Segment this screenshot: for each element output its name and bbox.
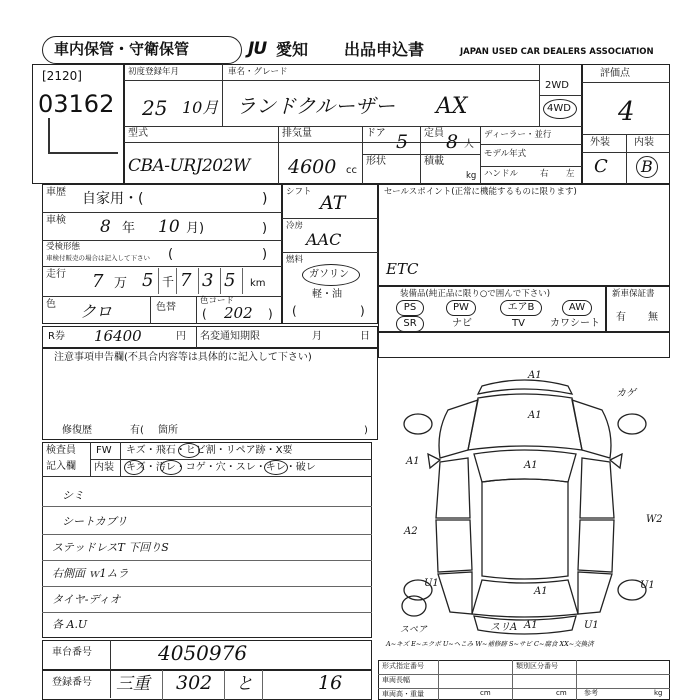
plate-number: 302 bbox=[176, 672, 213, 694]
color-label: 色 bbox=[46, 299, 56, 310]
equip-sr-text: SR bbox=[403, 318, 417, 329]
inspector-note: 各 A.U bbox=[52, 618, 88, 631]
new-warranty-yes: 有 bbox=[616, 312, 626, 323]
reg-month: 10月 bbox=[182, 98, 219, 117]
repair-history-close: ) bbox=[364, 425, 368, 436]
damage-mark: A1 bbox=[406, 456, 420, 467]
size-label-2: 車両高・重量 bbox=[382, 690, 424, 698]
plate-divider bbox=[224, 670, 225, 700]
mileage-digit: 千 bbox=[162, 275, 175, 289]
doors: 5 bbox=[396, 131, 409, 153]
receipt-label: 受検形態 bbox=[46, 242, 81, 252]
drive-2wd: 2WD bbox=[545, 80, 569, 91]
spare-label: スペア bbox=[400, 625, 428, 635]
inspector-label-2: 記入欄 bbox=[46, 461, 76, 472]
lot-tick-base bbox=[48, 152, 118, 154]
note-line bbox=[42, 560, 372, 561]
interior-check-label: 内装 bbox=[94, 462, 114, 473]
capacity-label: 定員 bbox=[424, 128, 444, 139]
grid-rule bbox=[124, 142, 480, 143]
damage-mark: U1 bbox=[584, 620, 599, 631]
mileage-unit: km bbox=[250, 278, 266, 289]
inspector-note: タイヤ-ディオ bbox=[52, 593, 121, 606]
note-line bbox=[42, 586, 372, 587]
color-code: 202 bbox=[224, 304, 253, 322]
row-rule bbox=[120, 442, 121, 476]
recycle-unit: 円 bbox=[176, 331, 186, 342]
row-rule bbox=[42, 266, 282, 267]
org-subtitle: JAPAN USED CAR DEALERS ASSOCIATION bbox=[460, 47, 654, 57]
grade-value: 4 bbox=[618, 97, 635, 127]
grade-rule bbox=[626, 134, 627, 184]
fuel-open: ( bbox=[292, 304, 297, 318]
row-rule bbox=[512, 660, 513, 700]
equip-ps bbox=[396, 300, 424, 316]
aircon-label: 冷房 bbox=[286, 221, 304, 231]
inspector-note: シミ bbox=[62, 489, 84, 502]
equip-aw-text: AW bbox=[568, 302, 586, 313]
mileage-digit: 7 bbox=[180, 270, 192, 291]
sales-point-box bbox=[378, 184, 670, 286]
row-rule bbox=[42, 240, 282, 241]
chassis-label: 車台番号 bbox=[52, 647, 92, 658]
storage-stamp-text: 車内保管・守衛保管 bbox=[54, 40, 190, 58]
shaken-year: 8 bbox=[100, 217, 111, 237]
recycle-label: R券 bbox=[48, 331, 65, 342]
grid-rule bbox=[222, 64, 223, 126]
size-label-1: 車両長幅 bbox=[382, 676, 410, 684]
plate-kana: と bbox=[236, 674, 253, 694]
note-line bbox=[42, 612, 372, 613]
plate-divider bbox=[262, 670, 263, 700]
type-designation-label: 形式指定番号 bbox=[382, 662, 424, 670]
equip-airbag bbox=[500, 300, 542, 316]
damage-mark: A1 bbox=[528, 410, 542, 421]
note-line bbox=[42, 534, 372, 535]
fw-mark-circle bbox=[178, 443, 200, 458]
damage-mark: カゲ bbox=[616, 388, 636, 399]
chassis-number: 4050976 bbox=[158, 641, 248, 665]
equip-tv: TV bbox=[512, 318, 525, 329]
row-rule bbox=[438, 660, 439, 700]
grade-rule bbox=[582, 82, 670, 83]
damage-mark: A1 bbox=[524, 460, 538, 471]
interior-check-text: キズ・汚レ・コゲ・穴・スレ・キレ・破レ bbox=[126, 462, 316, 473]
capacity: 8 bbox=[446, 131, 459, 153]
mileage-label: 走行 bbox=[46, 269, 66, 280]
new-warranty-no: 無 bbox=[648, 312, 658, 323]
repair-history-value: 有( bbox=[130, 425, 144, 436]
damage-diagram bbox=[378, 358, 670, 648]
int-mark-circle bbox=[264, 460, 288, 475]
row-rule bbox=[576, 660, 577, 700]
inspector-note: ステッドレスT 下回りS bbox=[52, 541, 169, 554]
grid-rule bbox=[480, 166, 582, 167]
classification-label: 類別区分番号 bbox=[516, 662, 558, 670]
model-code-label: 型式 bbox=[128, 128, 148, 139]
repair-history-unit: 箇所 bbox=[158, 425, 178, 436]
grid-rule bbox=[480, 144, 582, 145]
damage-mark: A1 bbox=[524, 620, 538, 631]
damage-mark: U1 bbox=[640, 580, 655, 591]
new-warranty-label: 新車保証書 bbox=[612, 289, 655, 299]
equip-navi: ナビ bbox=[452, 318, 472, 329]
row-rule bbox=[282, 218, 378, 219]
dim-unit-kg: kg bbox=[654, 689, 663, 697]
lot-code: [2120] bbox=[42, 69, 82, 83]
reg-year: 25 bbox=[142, 96, 168, 120]
fuel-gas: ガソリン bbox=[309, 269, 349, 280]
aircon-value: AAC bbox=[306, 230, 342, 249]
spare-value: スリA bbox=[490, 622, 518, 633]
sales-point-label: セールスポイント(正常に機能するものに限ります) bbox=[384, 187, 577, 197]
exterior-label: 外装 bbox=[590, 137, 610, 148]
digit-divider bbox=[220, 268, 221, 294]
color-change-label: 色替 bbox=[156, 302, 176, 313]
damage-mark: A1 bbox=[534, 586, 548, 597]
grid-rule bbox=[124, 80, 539, 81]
displacement-label: 排気量 bbox=[282, 128, 312, 139]
equip-airbag-text: エアB bbox=[507, 302, 535, 313]
grade-label: 評価点 bbox=[600, 68, 630, 79]
usage-close: ) bbox=[262, 191, 268, 207]
shaken-month: 10 bbox=[158, 217, 180, 237]
sales-point-value: ETC bbox=[386, 260, 419, 278]
grid-rule bbox=[420, 126, 421, 184]
mileage-digit: 5 bbox=[224, 270, 236, 291]
plate-serial: 16 bbox=[318, 672, 343, 694]
name-change-month: 月 bbox=[312, 331, 322, 342]
shaken-year-unit: 年 bbox=[122, 221, 136, 236]
damage-mark: W2 bbox=[646, 514, 663, 525]
color-value: クロ bbox=[80, 302, 113, 321]
color-code-label: 色コード bbox=[200, 296, 235, 306]
fuel-close: ) bbox=[360, 304, 365, 318]
row-rule bbox=[378, 688, 670, 689]
name-change-label: 名変通知期限 bbox=[200, 331, 260, 342]
equip-ps-text: PS bbox=[403, 302, 417, 313]
grid-rule bbox=[539, 95, 582, 96]
notes-label: 注意事項申告欄(不具合内容等は具体的に記入して下さい) bbox=[54, 352, 312, 363]
row-rule bbox=[196, 296, 197, 324]
digit-divider bbox=[242, 268, 243, 294]
row-rule bbox=[196, 326, 197, 348]
model-year-label: モデル年式 bbox=[484, 149, 527, 159]
usage-value: 自家用・( bbox=[82, 191, 144, 207]
row-rule bbox=[42, 212, 282, 213]
body-shape-label: 形状 bbox=[366, 156, 386, 167]
load-unit: kg bbox=[466, 171, 477, 181]
inspector-note: 右側面 ｗ1ムラ bbox=[52, 567, 129, 580]
equipment-label: 装備品(純正品に限り○で囲んで下さい) bbox=[400, 289, 551, 299]
equip-leather: カワシート bbox=[550, 318, 600, 329]
dealer-label: ディーラー・並行 bbox=[484, 130, 552, 140]
grid-rule bbox=[362, 126, 363, 184]
mileage-man-unit: 万 bbox=[114, 276, 128, 291]
shift-label: シフト bbox=[286, 187, 312, 197]
color-code-close: ) bbox=[268, 307, 273, 321]
load-label: 積載 bbox=[424, 156, 444, 167]
digit-divider bbox=[198, 268, 199, 294]
grade-rule bbox=[582, 152, 670, 153]
plate-label: 登録番号 bbox=[52, 677, 92, 688]
inspector-notes-box bbox=[378, 332, 670, 358]
grid-rule bbox=[362, 154, 480, 155]
row-rule bbox=[150, 296, 151, 324]
name-change-day: 日 bbox=[360, 331, 370, 342]
lot-tick bbox=[48, 118, 50, 152]
exterior-grade: C bbox=[594, 156, 608, 177]
damage-legend: A~キズ E~エクボ U~ヘこみ W~補修跡 S~サビ C~腐食 XX~交換済 bbox=[386, 640, 594, 648]
equip-pw-text: PW bbox=[453, 302, 469, 313]
displacement-unit: cc bbox=[346, 165, 357, 176]
shaken-close: ) bbox=[262, 221, 268, 236]
repair-history-label: 修復歴 bbox=[62, 425, 92, 436]
mileage-man: 7 bbox=[92, 271, 104, 292]
dim-unit: cm bbox=[556, 689, 567, 697]
shaken-label: 車検 bbox=[46, 215, 66, 226]
recycle-value: 16400 bbox=[94, 327, 142, 345]
displacement: 4600 bbox=[288, 156, 337, 178]
shift-value: AT bbox=[320, 192, 346, 214]
plate-divider bbox=[162, 670, 163, 700]
handle-right: 右 bbox=[540, 169, 549, 179]
car-name-label: 車名・グレード bbox=[228, 67, 288, 77]
org-name: 愛知 bbox=[276, 40, 309, 59]
handle-left: 左 bbox=[566, 169, 575, 179]
mileage-digit: 5 bbox=[142, 270, 154, 291]
mileage-digit: 3 bbox=[202, 270, 214, 291]
drive-4wd: 4WD bbox=[547, 103, 571, 114]
model-code: CBA-URJ202W bbox=[128, 156, 250, 176]
form-title: 出品申込書 bbox=[344, 40, 425, 59]
plate-region: 三重 bbox=[116, 674, 150, 694]
inspector-note: シートカブリ bbox=[62, 515, 128, 528]
equip-aw bbox=[562, 300, 592, 316]
damage-mark: U1 bbox=[424, 578, 439, 589]
row-rule bbox=[42, 476, 372, 477]
receipt-close: ) bbox=[262, 247, 268, 262]
grid-rule bbox=[480, 126, 481, 184]
first-reg-label: 初度登録年月 bbox=[128, 67, 180, 77]
color-code-open: ( bbox=[202, 307, 207, 321]
dim-ref: 参考 bbox=[584, 689, 598, 697]
car-grade: AX bbox=[436, 94, 468, 119]
damage-mark: A1 bbox=[528, 370, 542, 381]
handle-label: ハンドル bbox=[484, 169, 519, 179]
grid-rule bbox=[124, 126, 582, 127]
capacity-unit: 人 bbox=[464, 139, 474, 150]
doors-label: ドア bbox=[366, 128, 386, 139]
lot-number: 03162 bbox=[38, 90, 115, 118]
digit-divider bbox=[176, 268, 177, 294]
equip-pw bbox=[446, 300, 476, 316]
row-rule bbox=[42, 296, 282, 297]
dim-unit: cm bbox=[480, 689, 491, 697]
ju-logo: JU bbox=[248, 39, 267, 59]
mileage-digits bbox=[134, 268, 244, 294]
note-line bbox=[42, 506, 372, 507]
fuel-other: 軽・油 bbox=[312, 289, 342, 300]
usage-label: 車歴 bbox=[46, 187, 66, 198]
int-mark-circle bbox=[124, 460, 144, 475]
row-rule bbox=[378, 674, 670, 675]
shaken-month-unit: 月) bbox=[186, 221, 205, 236]
fw-text: キズ・飛石・ヒビ割・リペア跡・X要 bbox=[126, 445, 293, 456]
digit-divider bbox=[158, 268, 159, 294]
inspector-label: 検査員 bbox=[46, 445, 76, 456]
row-rule bbox=[282, 252, 378, 253]
damage-mark: A2 bbox=[404, 526, 418, 537]
receipt-open: ( bbox=[168, 247, 174, 262]
receipt-note: 車検付販売の場合は記入して下さい bbox=[46, 254, 150, 262]
car-name: ランドクルーザー bbox=[236, 94, 395, 118]
grid-rule bbox=[278, 126, 279, 184]
fw-label: FW bbox=[96, 445, 112, 456]
fuel-label: 燃料 bbox=[286, 255, 304, 265]
equip-sr bbox=[396, 316, 424, 332]
int-mark-circle bbox=[160, 460, 182, 475]
interior-label: 内装 bbox=[634, 137, 654, 148]
interior-grade: B bbox=[641, 157, 653, 176]
